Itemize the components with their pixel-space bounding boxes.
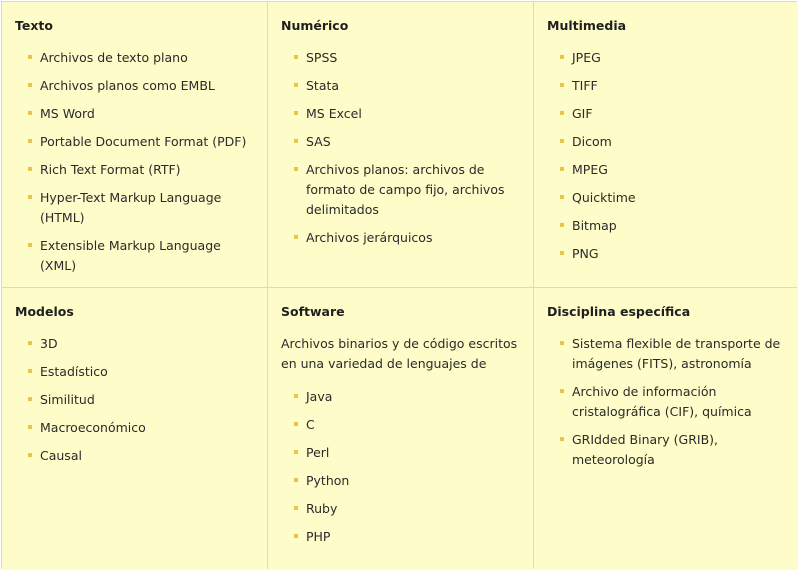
cell-texto: [2, 2, 267, 287]
square-bullet-icon: [28, 167, 32, 171]
square-bullet-icon: [294, 506, 298, 510]
list-item: Java: [281, 387, 519, 407]
square-bullet-icon: [294, 478, 298, 482]
list-item: Archivos planos como EMBL: [15, 76, 253, 96]
square-bullet-icon: [28, 55, 32, 59]
list-item: Perl: [281, 443, 519, 463]
square-bullet-icon: [28, 397, 32, 401]
list-item: SAS: [281, 132, 519, 152]
format-list: [281, 48, 519, 248]
list-item: 3D: [15, 334, 253, 354]
list-item: C: [281, 415, 519, 435]
list-item: MS Excel: [281, 104, 519, 124]
square-bullet-icon: [28, 341, 32, 345]
list-item: Archivos de texto plano: [15, 48, 253, 68]
square-bullet-icon: [28, 83, 32, 87]
square-bullet-icon: [294, 55, 298, 59]
cell-modelos: [2, 288, 267, 570]
square-bullet-icon: [560, 111, 564, 115]
square-bullet-icon: [560, 55, 564, 59]
square-bullet-icon: [28, 425, 32, 429]
list-item: Archivos planos: archivos de formato de campo fijo, archivos delimitados: [281, 160, 519, 220]
square-bullet-icon: [28, 369, 32, 373]
format-list: [15, 334, 253, 466]
cell-heading: Texto: [15, 18, 53, 33]
list-item: MPEG: [547, 160, 784, 180]
formats-grid: [1, 1, 797, 569]
list-item: Sistema flexible de transporte de imágenes (FITS), astronomía: [547, 334, 784, 374]
cell-disciplina-especifica: [534, 288, 798, 570]
cell-heading: Modelos: [15, 304, 74, 319]
list-item: Macroeconómico: [15, 418, 253, 438]
square-bullet-icon: [294, 83, 298, 87]
list-item: Hyper-Text Markup Language (HTML): [15, 188, 253, 228]
list-item: Archivo de información cristalográfica (CIF), química: [547, 382, 784, 422]
cell-heading: Software: [281, 304, 345, 319]
format-list: [547, 334, 784, 470]
square-bullet-icon: [28, 139, 32, 143]
format-list: [547, 48, 784, 264]
list-item: Archivos jerárquicos: [281, 228, 519, 248]
list-item: Portable Document Format (PDF): [15, 132, 253, 152]
square-bullet-icon: [294, 534, 298, 538]
list-item: SPSS: [281, 48, 519, 68]
square-bullet-icon: [560, 223, 564, 227]
cell-multimedia: [534, 2, 798, 287]
list-item: TIFF: [547, 76, 784, 96]
list-item: GIF: [547, 104, 784, 124]
list-item: Dicom: [547, 132, 784, 152]
square-bullet-icon: [294, 450, 298, 454]
cell-numerico: [268, 2, 533, 287]
square-bullet-icon: [28, 111, 32, 115]
format-list: [15, 48, 253, 276]
square-bullet-icon: [28, 453, 32, 457]
list-item: Quicktime: [547, 188, 784, 208]
square-bullet-icon: [294, 167, 298, 171]
list-item: Causal: [15, 446, 253, 466]
list-item: Estadístico: [15, 362, 253, 382]
cell-software: [268, 288, 533, 570]
square-bullet-icon: [294, 394, 298, 398]
square-bullet-icon: [560, 167, 564, 171]
cell-heading: Disciplina específica: [547, 304, 691, 319]
square-bullet-icon: [294, 139, 298, 143]
cell-heading: Multimedia: [547, 18, 627, 33]
list-item: Rich Text Format (RTF): [15, 160, 253, 180]
list-item: GRIdded Binary (GRIB), meteorología: [547, 430, 784, 470]
list-item: PNG: [547, 244, 784, 264]
square-bullet-icon: [560, 437, 564, 441]
square-bullet-icon: [560, 389, 564, 393]
list-item: Extensible Markup Language (XML): [15, 236, 253, 276]
list-item: Stata: [281, 76, 519, 96]
square-bullet-icon: [28, 243, 32, 247]
list-item: JPEG: [547, 48, 784, 68]
list-item: Similitud: [15, 390, 253, 410]
square-bullet-icon: [294, 235, 298, 239]
square-bullet-icon: [560, 195, 564, 199]
square-bullet-icon: [28, 195, 32, 199]
format-list: [281, 387, 519, 547]
square-bullet-icon: [560, 139, 564, 143]
list-item: Python: [281, 471, 519, 491]
square-bullet-icon: [294, 422, 298, 426]
list-item: MS Word: [15, 104, 253, 124]
software-intro: Archivos binarios y de código escritos en una variedad de lenguajes de: [281, 336, 518, 371]
list-item: PHP: [281, 527, 519, 547]
square-bullet-icon: [560, 83, 564, 87]
list-item: Ruby: [281, 499, 519, 519]
square-bullet-icon: [560, 341, 564, 345]
list-item: Bitmap: [547, 216, 784, 236]
square-bullet-icon: [560, 251, 564, 255]
square-bullet-icon: [294, 111, 298, 115]
cell-heading: Numérico: [281, 18, 349, 33]
